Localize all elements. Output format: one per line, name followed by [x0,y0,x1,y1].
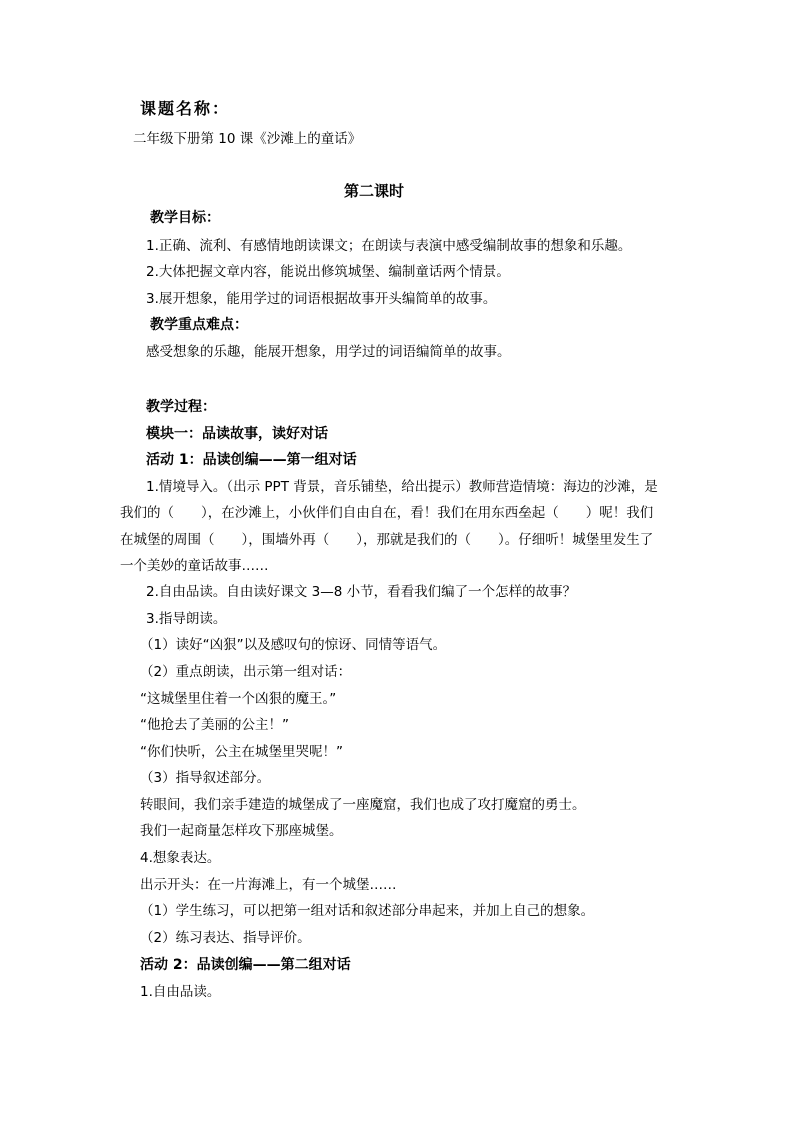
step1-line: 在城堡的周围（ ），围墙外再（ ），那就是我们的（ ）。仔细听！城堡里发生了 [120,532,654,548]
activity2-heading: 活动 2：品读创编——第二组对话 [140,957,351,973]
key-points-text: 感受想象的乐趣，能展开想象，用学过的词语编简单的故事。 [146,344,511,360]
module1-heading: 模块一：品读故事，读好对话 [146,426,328,442]
step4-text: 4.想象表达。 [140,850,221,866]
step3-sub-item: （2）重点朗读，出示第一组对话： [140,664,352,680]
objective-item: 3.展开想象，能用学过的词语根据故事开头编简单的故事。 [146,291,497,307]
objective-item: 2.大体把握文章内容，能说出修筑城堡、编制童话两个情景。 [146,264,510,280]
dialogue-quote: “你们快听，公主在城堡里哭呢！” [140,744,343,760]
step4-sub-item: （2）练习表达、指导评价。 [140,930,311,946]
step3-text: 3.指导朗读。 [146,611,227,627]
narration-text: 我们一起商量怎样攻下那座城堡。 [140,823,343,839]
step3-sub-item: （1）读好“凶狠”以及感叹句的惊讶、同情等语气。 [140,637,447,653]
dialogue-quote: “这城堡里住着一个凶狠的魔王。” [140,691,337,707]
activity2-step-text: 1.自由品读。 [140,984,221,1000]
step4-sub-item: （1）学生练习，可以把第一组对话和叙述部分串起来，并加上自己的想象。 [140,903,595,919]
objective-item: 1.正确、流利、有感情地朗读课文；在朗读与表演中感受编制故事的想象和乐趣。 [146,238,632,254]
course-label: 课题名称： [140,99,231,118]
step2-text: 2.自由品读。自由读好课文 3—8 小节，看看我们编了一个怎样的故事？ [146,584,577,600]
step1-line: 一个美妙的童话故事…… [120,558,269,574]
activity1-heading: 活动 1：品读创编——第一组对话 [146,452,357,468]
step1-line: 我们的（ ），在沙滩上，小伙伴们自由自在，看！我们在用东西垒起（ ）呢！我们 [120,505,654,521]
lesson-title: 第二课时 [344,182,405,200]
step1-line: 1.情境导入。（出示 PPT 背景，音乐铺垫，给出提示）教师营造情境：海边的沙滩，是 [146,479,658,495]
process-heading: 教学过程： [146,399,216,415]
course-name: 二年级下册第 10 课《沙滩上的童话》 [133,131,362,147]
narration-text: 转眼间，我们亲手建造的城堡成了一座魔窟，我们也成了攻打魔窟的勇士。 [140,797,586,813]
key-points-heading: 教学重点难点： [150,317,248,333]
objectives-heading: 教学目标： [150,210,220,226]
dialogue-quote: “他抢去了美丽的公主！” [140,717,289,733]
opening-text: 出示开头：在一片海滩上，有一个城堡…… [140,877,397,893]
step3-sub-item: （3）指导叙述部分。 [140,770,271,786]
